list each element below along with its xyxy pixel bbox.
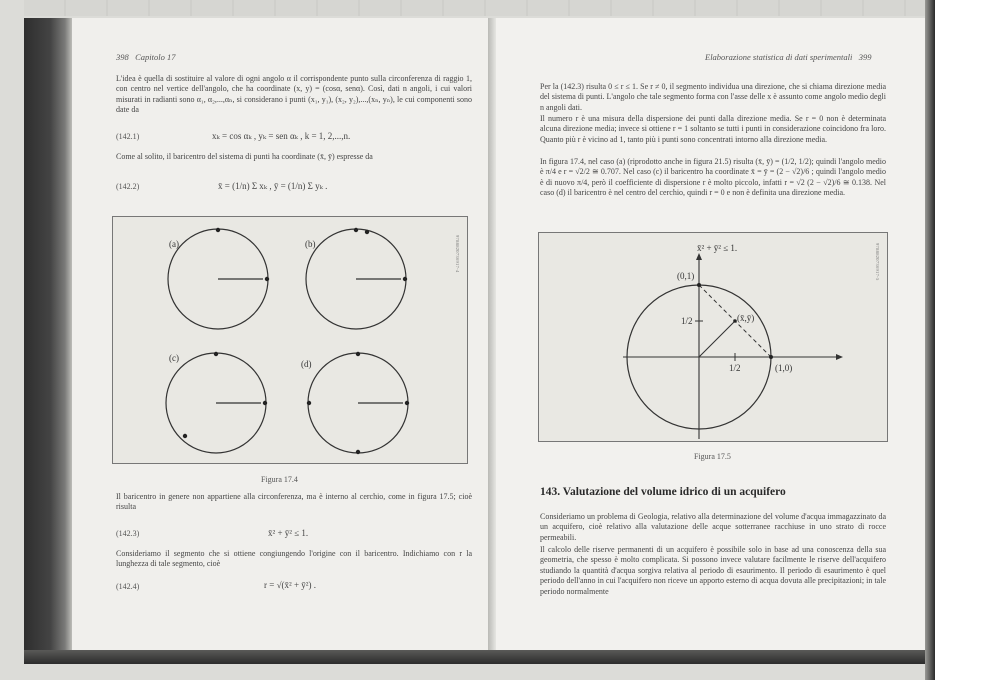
figure-17-5-drawing: [539, 233, 887, 441]
eq-label-142-2: (142.2): [116, 182, 140, 191]
figure-17-4-caption: Figura 17.4: [261, 475, 298, 484]
page-edge-shadow: [925, 0, 935, 680]
right-page-number: 399: [858, 52, 872, 62]
left-running-title: Capitolo 17: [135, 52, 176, 62]
eq-label-142-4: (142.4): [116, 582, 140, 591]
equation-142-4: r = √(x̄² + ȳ²) .: [264, 580, 316, 590]
left-para-4: Consideriamo il segmento che si ottiene congiungendo l'origine con il baricentro. Indichiamo con r la lunghezza di tale segmento, cioè: [116, 549, 472, 569]
panel-label-d: (d): [301, 359, 312, 369]
right-para-4: Consideriamo un problema di Geologia, relativo alla determinazione del volume d'acqua immagazzinato da un acquifero, cioè relativo alla valutazione delle acque sotterranee racchiuse in uno strato di rocce permeabili.: [540, 512, 886, 542]
figure-17-5: [538, 232, 888, 442]
right-running-title: Elaborazione statistica di dati sperimentali: [705, 52, 853, 62]
data-point: [356, 352, 360, 356]
section-title-143: 143. Valutazione del volume idrico di un acquifero: [540, 486, 786, 498]
label-barycentre: (x̄,ȳ): [737, 313, 755, 323]
right-para-5: Il calcolo delle riserve permanenti di un acquifero è possibile solo in base ad una conoscenza della sua geometria, che spesso è molto complicata. Si possono invece valutare facilmente le riserve dell'acquifero studiando la quantità d'acqua sorgiva relativa al periodo di esaurimento. Il periodo di esaurimento è quel periodo dell'anno in cui l'acquifero non riceve un apporto esterno di acqua dovuta alle precipitazioni; in tale periodo normalmente: [540, 545, 886, 596]
data-point: [265, 277, 269, 281]
figure-17-4-serial: 9788820736917-4: [455, 235, 460, 273]
label-half-x: 1/2: [729, 363, 741, 373]
panel-label-c: (c): [169, 353, 179, 363]
figure-17-4-drawing: [113, 217, 467, 463]
binding-shadow: [24, 18, 72, 663]
right-para-1: Per la (142.3) risulta 0 ≤ r ≤ 1. Se r ≠ 0, il segmento individua una direzione, che si chiama direzione media del sistema di punti. L'angolo che tale segmento forma con l'asse delle x è assunto come angolo medio degli n angoli dati.: [540, 82, 886, 112]
label-1-0: (1,0): [775, 363, 793, 373]
equation-142-1: xₖ = cos αₖ , yₖ = sen αₖ , k = 1, 2,...,n.: [212, 131, 351, 141]
data-point: [263, 401, 267, 405]
left-running-head: [116, 52, 176, 62]
figure-17-4: [112, 216, 468, 464]
right-running-head: [705, 52, 871, 62]
book-gutter: [488, 18, 496, 658]
panel-label-b: (b): [305, 239, 316, 249]
x-axis-arrow: [836, 354, 843, 360]
y-axis-arrow: [696, 253, 702, 260]
barycentre-segment: [699, 321, 735, 357]
data-point: [405, 401, 409, 405]
left-para-2: Come al solito, il baricentro del sistema di punti ha coordinate (x̄, ȳ) espresse da: [116, 152, 373, 161]
label-half-y: 1/2: [681, 316, 693, 326]
data-point: [183, 434, 187, 438]
point-1-0: [769, 355, 773, 359]
equation-142-3: x̄² + ȳ² ≤ 1.: [268, 528, 309, 538]
right-para-2: Il numero r è una misura della dispersione dei punti dalla direzione media. Se r = 0 non è determinata alcuna direzione media; invece si ottiene r = 1 soltanto se tutti i punti in considerazione coincidono fra loro. Quanto più r è vicino ad 1, tanto più i punti sono concentrati intorno alla direzione media.: [540, 114, 886, 144]
eq-label-142-3: (142.3): [116, 529, 140, 538]
point-0-1: [697, 283, 701, 287]
data-point: [216, 228, 220, 232]
eq-label-142-1: (142.1): [116, 132, 140, 141]
data-point: [365, 230, 369, 234]
fig-inequality-label: x̄² + ȳ² ≤ 1.: [697, 243, 738, 253]
data-point: [356, 450, 360, 454]
label-0-1: (0,1): [677, 271, 695, 281]
figure-17-5-serial: 9788820736917-5: [875, 243, 880, 281]
scanner-top-strip: [24, 0, 935, 16]
data-point: [403, 277, 407, 281]
left-para-3: Il baricentro in genere non appartiene alla circonferenza, ma è interno al cerchio, come in figura 17.5; cioè risulta: [116, 492, 472, 512]
data-point: [354, 228, 358, 232]
data-point: [214, 352, 218, 356]
right-para-3: In figura 17.4, nel caso (a) (riprodotto anche in figura 21.5) risulta (x̄, ȳ) = (1/2, 1/2); quindi l'angolo medio è π/4 e r = √2/2 ≅ 0.707. Nel caso (c) il baricentro ha coordinate x̄ = ȳ = (2 − √2)/6 ; quindi l'angolo medio è di nuovo π/4, però il coefficiente di dispersione r è molto piccolo, infatti r = √2 (2 − √2)/6 ≅ 0.138. Nel caso (d) il baricentro è nel centro del cerchio, quindi r = 0 e non è definita una direzione media.: [540, 157, 886, 198]
equation-142-2: x̄ = (1/n) Σ xₖ , ȳ = (1/n) Σ yₖ .: [218, 181, 328, 191]
left-page-number: 398: [116, 52, 129, 62]
figure-17-5-caption: Figura 17.5: [694, 452, 731, 461]
data-point: [307, 401, 311, 405]
left-para-1: L'idea è quella di sostituire al valore di ogni angolo α il corrispondente punto sulla circonferenza di raggio 1, con centro nel vertice dell'angolo, che ha coordinate (x, y) = (cosα, senα). Così, dati n angoli, i cui valori misurati in radianti sono α₁, α₂,...,αₙ, si considerano i punti (x₁, y₁), (x₂, y₂),...,(xₙ, yₙ), le cui componenti sono date da: [116, 74, 472, 115]
scanner-bottom-band: [24, 650, 935, 664]
panel-label-a: (a): [169, 239, 179, 249]
